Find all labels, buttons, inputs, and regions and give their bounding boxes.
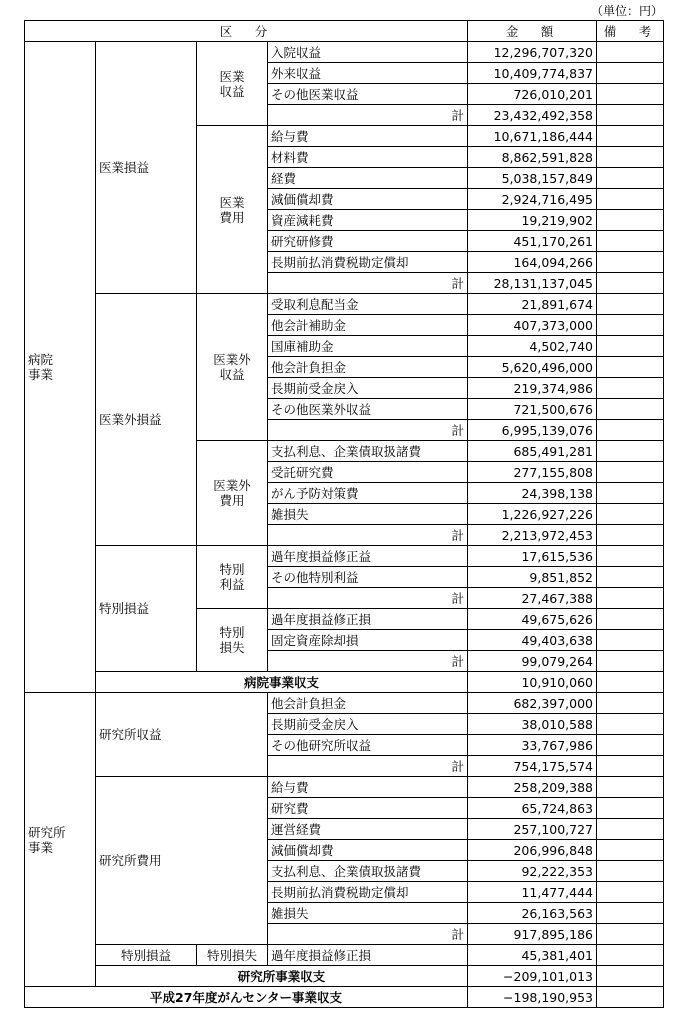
remarks-cell (597, 798, 664, 819)
remarks-cell (597, 147, 664, 168)
total-amount: 27,467,388 (468, 588, 597, 609)
item-amount: 17,615,536 (468, 546, 597, 567)
item-amount: 5,620,496,000 (468, 357, 597, 378)
item-name: 支払利息、企業債取扱諸費 (268, 861, 468, 882)
item-name: 過年度損益修正損 (268, 609, 468, 630)
item-amount: 33,767,986 (468, 735, 597, 756)
item-amount: 26,163,563 (468, 903, 597, 924)
table-row (25, 546, 664, 567)
remarks-cell (597, 651, 664, 672)
remarks-cell (597, 630, 664, 651)
item-amount: 1,226,927,226 (468, 504, 597, 525)
table-row (25, 21, 664, 42)
item-amount: 65,724,863 (468, 798, 597, 819)
item-amount: 277,155,808 (468, 462, 597, 483)
total-label: 計 (268, 273, 468, 294)
remarks-cell (597, 105, 664, 126)
remarks-cell (597, 378, 664, 399)
total-amount: 917,895,186 (468, 924, 597, 945)
remarks-cell (597, 840, 664, 861)
item-amount: 258,209,388 (468, 777, 597, 798)
item-name: 長期前払消費税勘定償却 (268, 252, 468, 273)
item-name: 給与費 (268, 777, 468, 798)
item-name: 長期前受金戻入 (268, 714, 468, 735)
item-name: 減価償却費 (268, 840, 468, 861)
total-amount: 754,175,574 (468, 756, 597, 777)
item-name: 雑損失 (268, 504, 468, 525)
item-amount: 8,862,591,828 (468, 147, 597, 168)
item-amount: 11,477,444 (468, 882, 597, 903)
remarks-cell (597, 588, 664, 609)
remarks-cell (597, 483, 664, 504)
item-name: その他医業外収益 (268, 399, 468, 420)
item-amount: 257,100,727 (468, 819, 597, 840)
grand-total-amount: −198,190,953 (468, 987, 597, 1008)
total-label: 計 (268, 588, 468, 609)
item-amount: 407,373,000 (468, 315, 597, 336)
group-label: 研究所費用 (96, 777, 268, 945)
group-label: 研究所収益 (96, 693, 268, 777)
item-amount: 19,219,902 (468, 210, 597, 231)
unit-label: （単位：円） (590, 4, 663, 18)
group-label: 特別損益 (96, 546, 197, 672)
table-row (25, 966, 664, 987)
item-amount: 451,170,261 (468, 231, 597, 252)
remarks-cell (597, 714, 664, 735)
remarks-cell (597, 819, 664, 840)
header-amount: 金 額 (468, 21, 597, 42)
table-row (25, 945, 664, 966)
item-name: 支払利息、企業債取扱諸費 (268, 441, 468, 462)
remarks-cell (597, 945, 664, 966)
item-amount: 10,671,186,444 (468, 126, 597, 147)
item-name: 長期前払消費税勘定償却 (268, 882, 468, 903)
item-name: 研究費 (268, 798, 468, 819)
remarks-cell (597, 126, 664, 147)
remarks-cell (597, 84, 664, 105)
remarks-cell (597, 777, 664, 798)
item-name: 過年度損益修正損 (268, 945, 468, 966)
remarks-cell (597, 504, 664, 525)
item-name: 他会計負担金 (268, 357, 468, 378)
item-amount: 721,500,676 (468, 399, 597, 420)
remarks-cell (597, 525, 664, 546)
remarks-cell (597, 399, 664, 420)
item-amount: 726,010,201 (468, 84, 597, 105)
subgroup-label: 特別 利益 (197, 546, 268, 609)
subgroup-label: 医業外 収益 (197, 294, 268, 441)
table-row (25, 693, 664, 714)
remarks-cell (597, 924, 664, 945)
item-name: 受取利息配当金 (268, 294, 468, 315)
item-name: 運営経費 (268, 819, 468, 840)
item-amount: 21,891,674 (468, 294, 597, 315)
item-amount: 682,397,000 (468, 693, 597, 714)
subgroup-label: 特別損失 (197, 945, 268, 966)
total-amount: 23,432,492,358 (468, 105, 597, 126)
total-amount: 6,995,139,076 (468, 420, 597, 441)
remarks-cell (597, 441, 664, 462)
item-name: 外来収益 (268, 63, 468, 84)
item-amount: 685,491,281 (468, 441, 597, 462)
item-name: 他会計負担金 (268, 693, 468, 714)
remarks-cell (597, 672, 664, 693)
item-name: 固定資産除却損 (268, 630, 468, 651)
item-name: 過年度損益修正益 (268, 546, 468, 567)
item-name: 資産減耗費 (268, 210, 468, 231)
remarks-cell (597, 42, 664, 63)
remarks-cell (597, 231, 664, 252)
item-amount: 206,996,848 (468, 840, 597, 861)
subgroup-label: 医業外 費用 (197, 441, 268, 546)
remarks-cell (597, 273, 664, 294)
item-amount: 49,675,626 (468, 609, 597, 630)
item-amount: 4,502,740 (468, 336, 597, 357)
remarks-cell (597, 168, 664, 189)
total-amount: 28,131,137,045 (468, 273, 597, 294)
item-amount: 219,374,986 (468, 378, 597, 399)
remarks-cell (597, 735, 664, 756)
item-name: 入院収益 (268, 42, 468, 63)
remarks-cell (597, 882, 664, 903)
total-label: 計 (268, 756, 468, 777)
remarks-cell (597, 966, 664, 987)
group-label: 医業損益 (96, 42, 197, 294)
total-label: 計 (268, 651, 468, 672)
remarks-cell (597, 189, 664, 210)
item-name: 材料費 (268, 147, 468, 168)
hospital-balance-amount: 10,910,060 (468, 672, 597, 693)
item-name: 経費 (268, 168, 468, 189)
remarks-cell (597, 294, 664, 315)
item-amount: 45,381,401 (468, 945, 597, 966)
remarks-cell (597, 987, 664, 1008)
remarks-cell (597, 567, 664, 588)
subgroup-label: 特別 損失 (197, 609, 268, 672)
research-balance-amount: −209,101,013 (468, 966, 597, 987)
total-label: 計 (268, 924, 468, 945)
subgroup-label: 医業 費用 (197, 126, 268, 294)
remarks-cell (597, 546, 664, 567)
header-category: 区 分 (25, 21, 468, 42)
subgroup-label: 医業 収益 (197, 42, 268, 126)
hospital-label: 病院 事業 (25, 42, 96, 693)
research-balance-label: 研究所事業収支 (96, 966, 468, 987)
item-amount: 5,038,157,849 (468, 168, 597, 189)
remarks-cell (597, 357, 664, 378)
item-amount: 10,409,774,837 (468, 63, 597, 84)
item-amount: 92,222,353 (468, 861, 597, 882)
remarks-cell (597, 462, 664, 483)
table-row (25, 987, 664, 1008)
table-row (25, 42, 664, 63)
item-name: 減価償却費 (268, 189, 468, 210)
item-name: 研究研修費 (268, 231, 468, 252)
remarks-cell (597, 903, 664, 924)
item-name: 長期前受金戻入 (268, 378, 468, 399)
remarks-cell (597, 756, 664, 777)
item-amount: 9,851,852 (468, 567, 597, 588)
item-amount: 164,094,266 (468, 252, 597, 273)
remarks-cell (597, 210, 664, 231)
item-amount: 12,296,707,320 (468, 42, 597, 63)
research-label: 研究所 事業 (25, 693, 96, 987)
item-name: その他医業収益 (268, 84, 468, 105)
header-remarks: 備 考 (597, 21, 664, 42)
total-amount: 99,079,264 (468, 651, 597, 672)
item-name: 雑損失 (268, 903, 468, 924)
hospital-balance-label: 病院事業収支 (96, 672, 468, 693)
total-amount: 2,213,972,453 (468, 525, 597, 546)
item-name: 国庫補助金 (268, 336, 468, 357)
remarks-cell (597, 63, 664, 84)
group-label: 医業外損益 (96, 294, 197, 546)
financial-table (24, 20, 664, 1008)
remarks-cell (597, 693, 664, 714)
group-label: 特別損益 (96, 945, 197, 966)
item-name: がん予防対策費 (268, 483, 468, 504)
item-amount: 2,924,716,495 (468, 189, 597, 210)
table-row (25, 672, 664, 693)
item-amount: 38,010,588 (468, 714, 597, 735)
remarks-cell (597, 252, 664, 273)
table-row (25, 777, 664, 798)
item-name: その他研究所収益 (268, 735, 468, 756)
item-name: 他会計補助金 (268, 315, 468, 336)
remarks-cell (597, 861, 664, 882)
remarks-cell (597, 609, 664, 630)
table-row (25, 294, 664, 315)
remarks-cell (597, 420, 664, 441)
item-amount: 49,403,638 (468, 630, 597, 651)
total-label: 計 (268, 525, 468, 546)
item-name: 給与費 (268, 126, 468, 147)
item-amount: 24,398,138 (468, 483, 597, 504)
grand-total-label: 平成27年度がんセンター事業収支 (25, 987, 468, 1008)
total-label: 計 (268, 105, 468, 126)
item-name: 受託研究費 (268, 462, 468, 483)
total-label: 計 (268, 420, 468, 441)
remarks-cell (597, 315, 664, 336)
item-name: その他特別利益 (268, 567, 468, 588)
remarks-cell (597, 336, 664, 357)
